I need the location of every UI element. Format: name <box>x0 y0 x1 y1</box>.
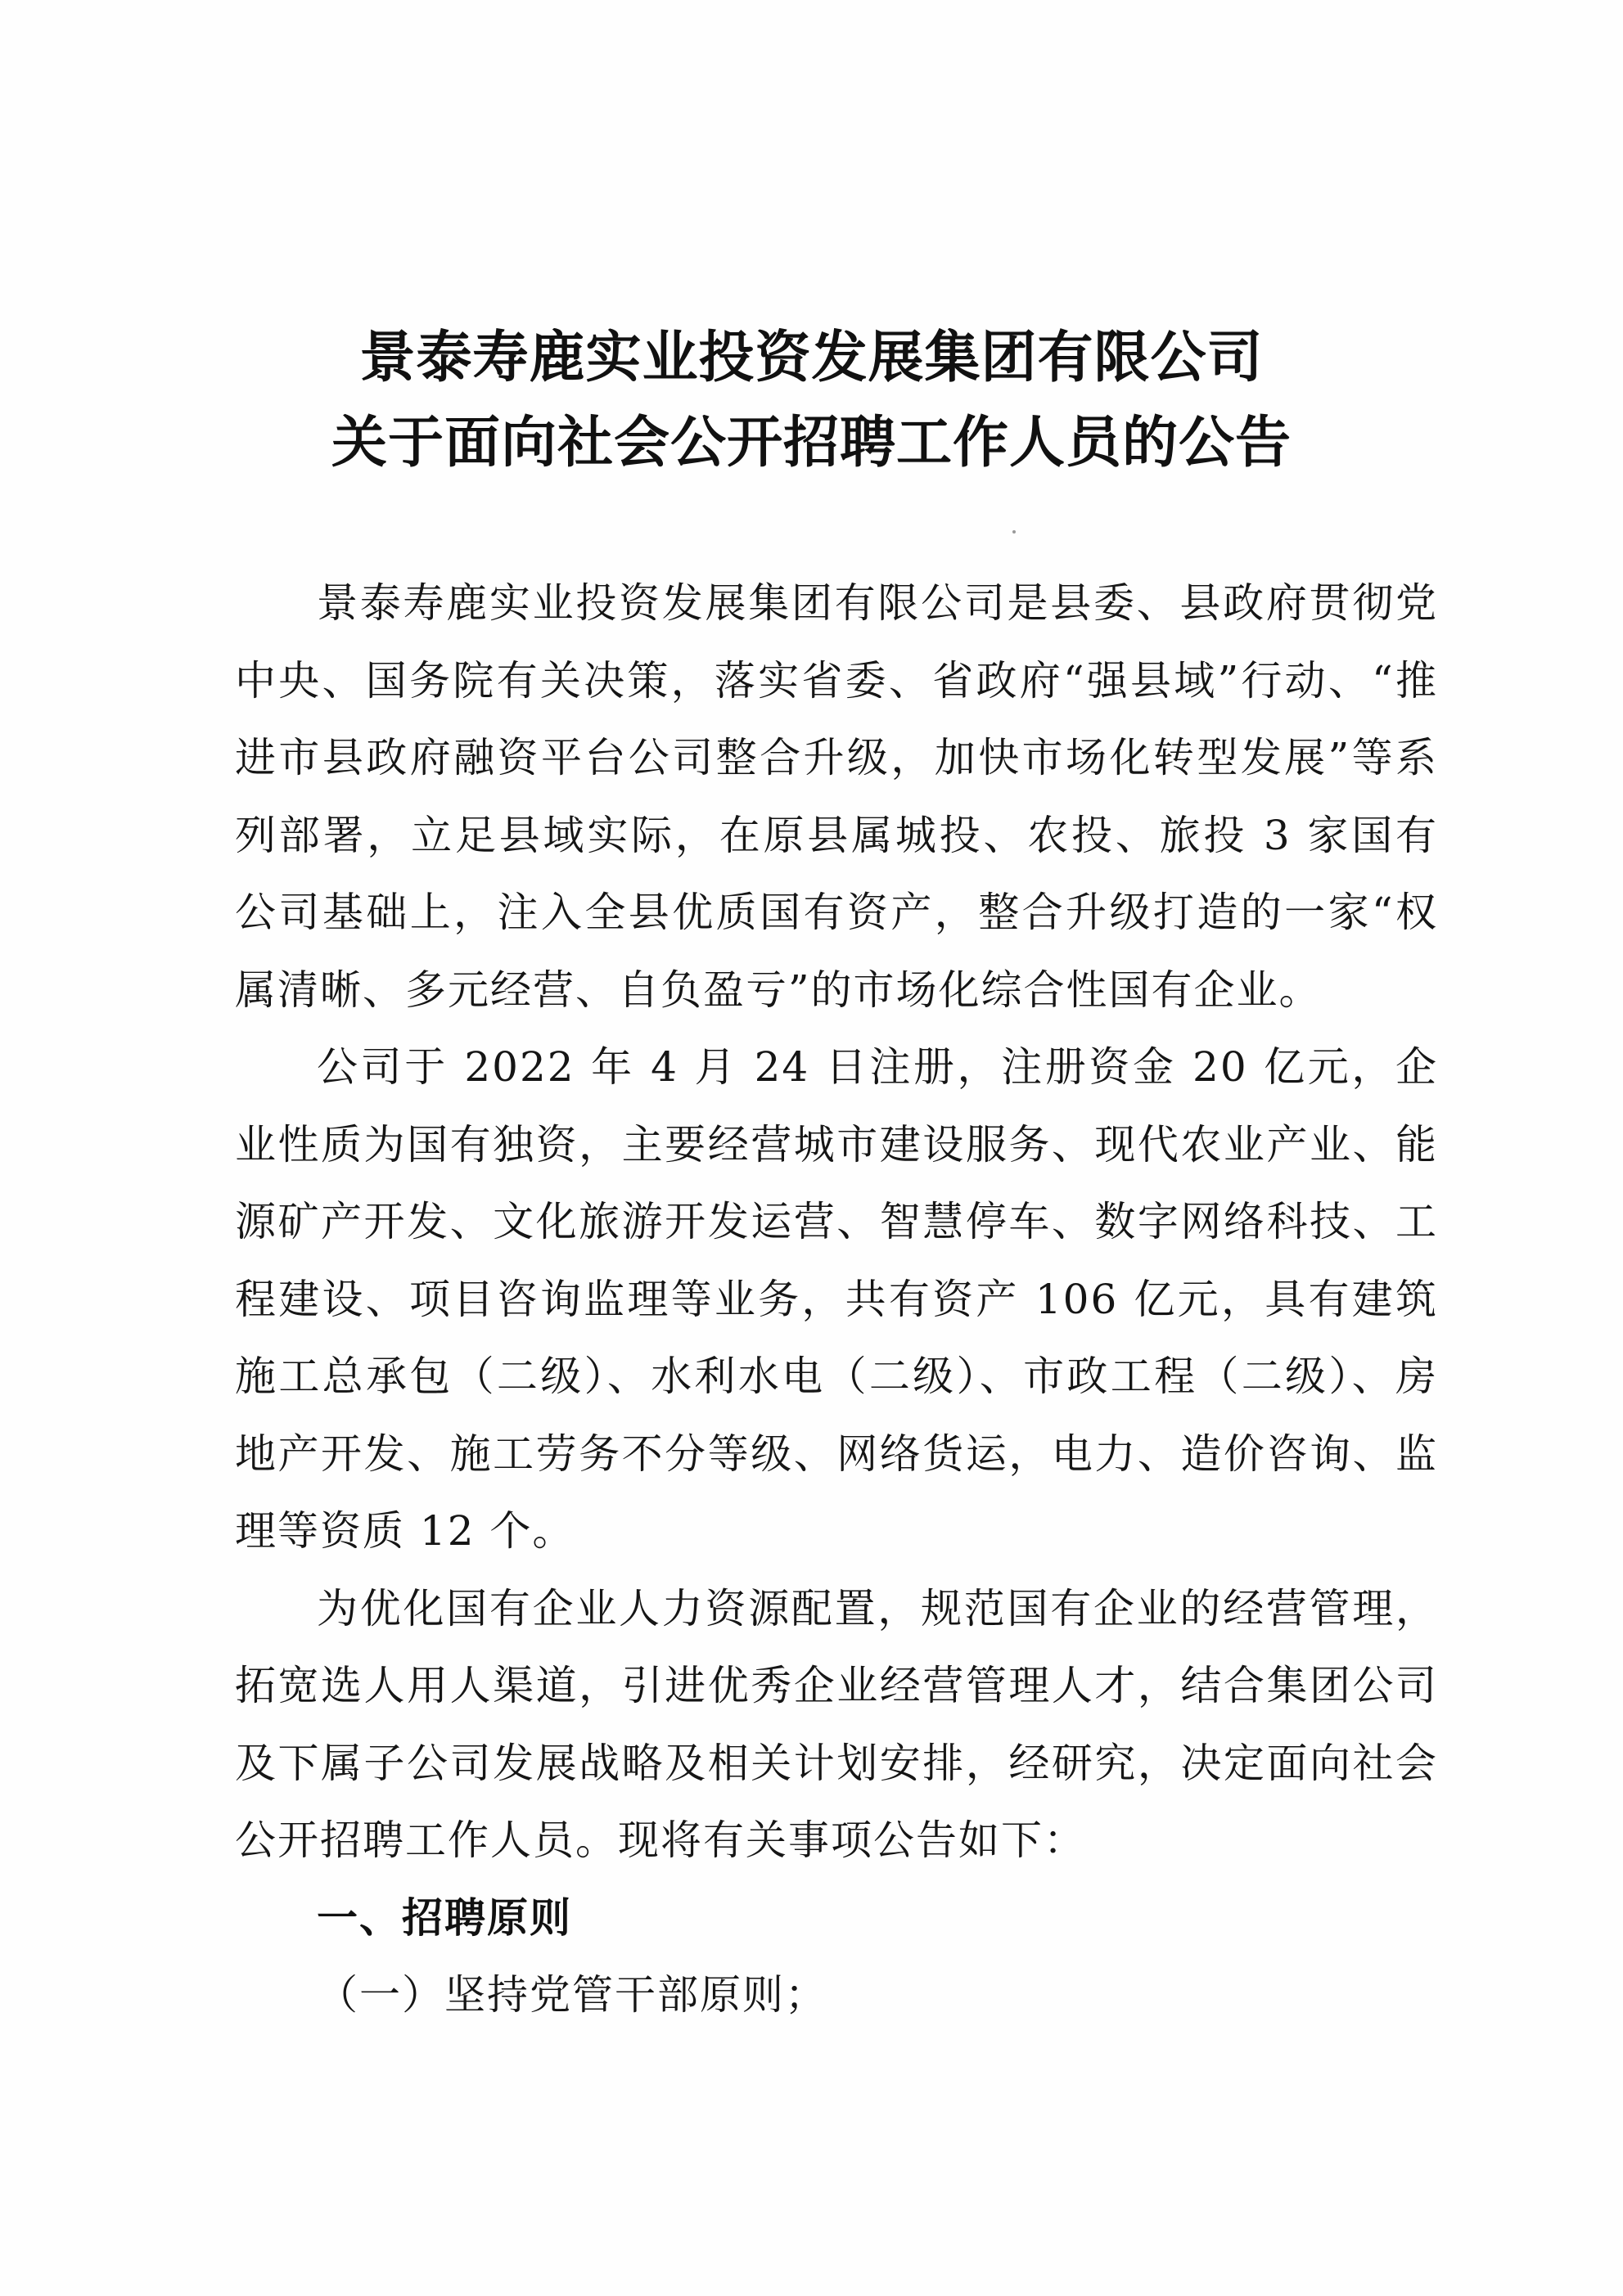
document-title-line-1: 景泰寿鹿实业投资发展集团有限公司 <box>359 326 1264 390</box>
principle-item-1: （一）坚持党管干部原则； <box>317 1971 827 2019</box>
document-title-line-2: 关于面向社会公开招聘工作人员的公告 <box>331 411 1292 475</box>
paragraph-company-registration: 公司于 2022 年 4 月 24 日注册，注册资金 20 亿元，企业性质为国有独资，主要经营城市建设服务、现代农业产业、能源矿产开发、文化旅游开发运营、智慧停车、数字网络科技、工程建设、项目咨询监理等业务，共有资产 106 亿元，具有建筑施工总承包（二级）、水利水电（二级）、市政工程（二级）、房地产开发、施工劳务不分等级、网络货运，电力、造价咨询、监理等资质 12 个。 <box>235 1043 1438 1555</box>
scan-speck <box>1012 530 1016 533</box>
paragraph-recruitment-purpose: 为优化国有企业人力资源配置，规范国有企业的经营管理，拓宽选人用人渠道，引进优秀企业经营管理人才，结合集团公司及下属子公司发展战略及相关计划安排，经研究，决定面向社会公开招聘工作人员。现将有关事项公告如下： <box>235 1584 1438 1864</box>
document-body <box>235 565 1438 2034</box>
paragraph-company-intro: 景泰寿鹿实业投资发展集团有限公司是县委、县政府贯彻党中央、国务院有关决策，落实省委、省政府“强县域”行动、“推进市县政府融资平台公司整合升级，加快市场化转型发展”等系列部署，立足县域实际，在原县属城投、农投、旅投 3 家国有公司基础上，注入全县优质国有资产，整合升级打造的一家“权属清晰、多元经营、自负盈亏”的市场化综合性国有企业。 <box>235 579 1438 1014</box>
section-heading-recruitment-principles: 一、招聘原则 <box>317 1893 572 1942</box>
